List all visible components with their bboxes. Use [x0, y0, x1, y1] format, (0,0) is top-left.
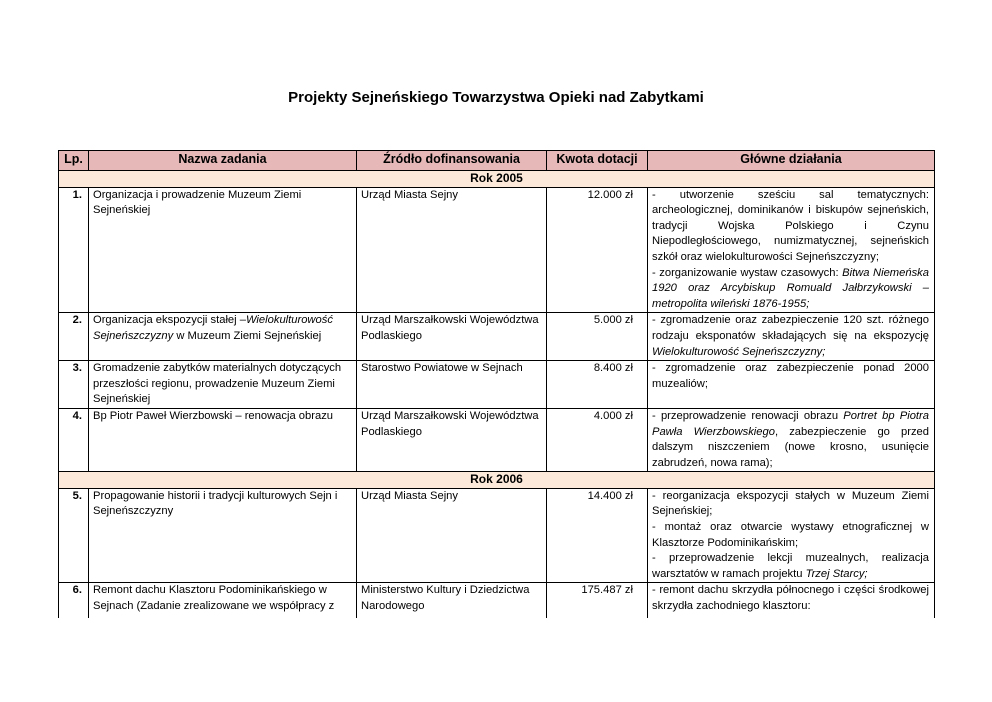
row-source: Starostwo Powiatowe w Sejnach — [357, 361, 547, 409]
row-source: Urząd Miasta Sejny — [357, 187, 547, 313]
table-row — [59, 583, 935, 619]
row-name: Bp Piotr Paweł Wierzbowski – renowacja obrazu — [89, 408, 357, 471]
action-text: - reorganizacja ekspozycji stałych w Muzeum Ziemi Sejneńskiej; — [652, 489, 929, 518]
row-name: Propagowanie historii i tradycji kulturowych Sejn i Sejneńszczyzny — [89, 488, 357, 583]
row-actions — [648, 583, 935, 619]
row-source: Urząd Marszałkowski Województwa Podlaskiego — [357, 313, 547, 361]
year-label: Rok 2005 — [59, 171, 935, 188]
action-text: , zabezpieczenie go przed dalszym niszczeniem (nowe krosno, usunięcie zabrudzeń, nowa rama); — [652, 425, 929, 469]
action-text: - przeprowadzenie lekcji muzealnych, realizacja warsztatów w ramach projektu — [652, 552, 929, 580]
year-label: Rok 2006 — [59, 472, 935, 489]
row-lp: 3. — [59, 361, 89, 409]
table-row — [59, 187, 935, 313]
row-amount: 5.000 zł — [547, 313, 648, 361]
action-text-italic: Wielokulturowość Sejneńszczyzny; — [652, 345, 826, 358]
row-name-text: Remont dachu Klasztoru Podominikańskiego w Sejnach (Zadanie zrealizowane we współpracy z — [93, 584, 335, 613]
year-row — [59, 171, 935, 188]
action-text-italic: Trzej Starcy; — [805, 567, 868, 580]
action-text-italic: Bitwa Niemeńska 1920 oraz Arcybiskup Romuald Jałbrzykowski – metropolita wileński 1876-1955; — [652, 266, 929, 310]
row-lp: 2. — [59, 313, 89, 361]
projects-table — [58, 150, 935, 618]
table-row — [59, 408, 935, 471]
table-header-row — [59, 151, 935, 171]
header-amount: Kwota dotacji — [547, 151, 648, 171]
row-name — [89, 313, 357, 361]
table-row — [59, 313, 935, 361]
table-row — [59, 488, 935, 583]
action-text: - zgromadzenie oraz zabezpieczenie 120 szt. różnego rodzaju eksponatów składających się na ekspozycję — [652, 314, 929, 342]
table-row — [59, 361, 935, 409]
row-source: Urząd Miasta Sejny — [357, 488, 547, 583]
row-actions: - zgromadzenie oraz zabezpieczenie ponad 2000 muzealiów; — [648, 361, 935, 409]
row-name — [89, 583, 357, 619]
row-actions-text: - remont dachu skrzydła północnego i części środkowej skrzydła zachodniego klasztoru: — [652, 584, 929, 613]
row-source: Urząd Marszałkowski Województwa Podlaskiego — [357, 408, 547, 471]
row-amount — [547, 583, 648, 619]
row-source — [357, 583, 547, 619]
name-text: w Muzeum Ziemi Sejneńskiej — [173, 329, 322, 342]
row-lp: 4. — [59, 408, 89, 471]
row-actions — [648, 187, 935, 313]
row-amount: 14.400 zł — [547, 488, 648, 583]
action-text-italic: Portret bp Piotra Pawła Wierzbowskiego — [652, 409, 929, 438]
action-text: - przeprowadzenie renowacji obrazu — [652, 409, 844, 422]
action-text: - montaż oraz otwarcie wystawy etnograficznej w Klasztorze Podominikańskim; — [652, 521, 929, 549]
row-actions — [648, 313, 935, 361]
name-text-italic: Wielokulturowość Sejneńszczyzny — [93, 314, 333, 342]
row-actions — [648, 408, 935, 471]
row-lp — [59, 583, 89, 619]
header-lp: Lp. — [59, 151, 89, 171]
row-name: Organizacja i prowadzenie Muzeum Ziemi Sejneńskiej — [89, 187, 357, 313]
header-name: Nazwa zadania — [89, 151, 357, 171]
header-source: Źródło dofinansowania — [357, 151, 547, 171]
row-lp-text: 6. — [72, 584, 82, 597]
row-source-text: Ministerstwo Kultury i Dziedzictwa Narodowego — [361, 584, 530, 613]
row-amount: 4.000 zł — [547, 408, 648, 471]
action-text: - zorganizowanie wystaw czasowych: — [652, 266, 843, 279]
action-text: - utworzenie sześciu sal tematycznych: archeologicznej, dominikanów i biskupów sejneńskich, tradycji Wojska Polskiego i Czynu Niepodległościowego, numizmatycznej, sejneńskich szkół oraz wielokulturowości Sejneńszczyzny; — [652, 188, 929, 263]
row-amount: 8.400 zł — [547, 361, 648, 409]
name-text: Organizacja ekspozycji stałej – — [93, 314, 246, 327]
year-row — [59, 472, 935, 489]
row-name: Gromadzenie zabytków materialnych dotyczących przeszłości regionu, prowadzenie Muzeum Ziemi Sejneńskiej — [89, 361, 357, 409]
row-amount: 12.000 zł — [547, 187, 648, 313]
page-title: Projekty Sejneńskiego Towarzystwa Opieki nad Zabytkami — [288, 89, 704, 106]
header-actions: Główne działania — [648, 151, 935, 171]
row-lp: 1. — [59, 187, 89, 313]
row-amount-text: 175.487 zł — [581, 584, 633, 597]
row-actions — [648, 488, 935, 583]
row-lp: 5. — [59, 488, 89, 583]
